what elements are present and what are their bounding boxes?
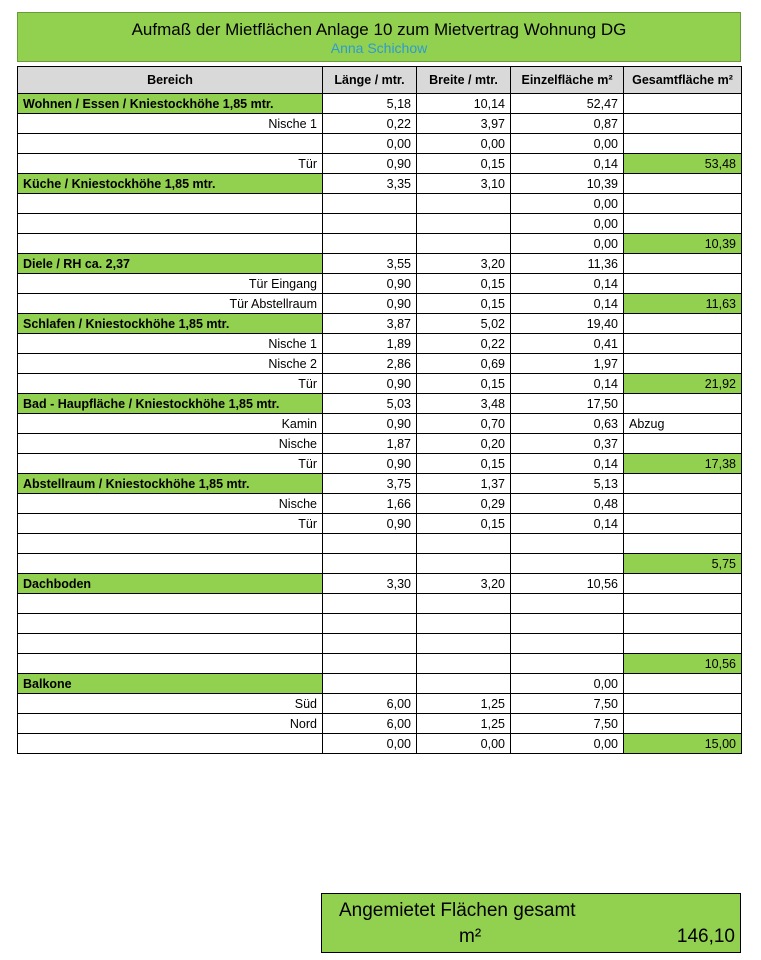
cell-laenge: 3,30 [323,574,417,594]
cell-einzelflaeche: 0,14 [511,274,624,294]
cell-breite: 0,29 [417,494,511,514]
table-row [18,294,742,314]
cell-bereich [18,634,323,654]
cell-breite: 3,20 [417,574,511,594]
cell-bereich: Nord [18,714,323,734]
table-row [18,134,742,154]
cell-einzelflaeche: 0,00 [511,214,624,234]
cell-laenge: 6,00 [323,694,417,714]
cell-laenge: 1,66 [323,494,417,514]
cell-laenge: 5,18 [323,94,417,114]
cell-laenge: 3,75 [323,474,417,494]
cell-bereich [18,594,323,614]
cell-breite: 0,15 [417,154,511,174]
table-body [18,94,742,754]
cell-gesamtflaeche [624,174,742,194]
table-row [18,554,742,574]
cell-einzelflaeche [511,554,624,574]
cell-gesamtflaeche [624,134,742,154]
cell-gesamtflaeche [624,494,742,514]
table-row [18,494,742,514]
cell-laenge: 1,87 [323,434,417,454]
cell-einzelflaeche: 11,36 [511,254,624,274]
total-summary-box [321,893,741,953]
cell-einzelflaeche [511,614,624,634]
cell-einzelflaeche: 0,37 [511,434,624,454]
cell-einzelflaeche: 0,14 [511,374,624,394]
cell-bereich: Balkone [18,674,323,694]
cell-gesamtflaeche: 11,63 [624,294,742,314]
cell-bereich [18,234,323,254]
cell-einzelflaeche: 17,50 [511,394,624,414]
cell-gesamtflaeche [624,394,742,414]
table-row [18,594,742,614]
column-header-laenge: Länge / mtr. [323,67,417,94]
cell-einzelflaeche: 5,13 [511,474,624,494]
cell-laenge [323,634,417,654]
total-unit: m² [459,926,482,947]
cell-einzelflaeche [511,634,624,654]
cell-einzelflaeche: 0,00 [511,234,624,254]
cell-gesamtflaeche [624,634,742,654]
table-row [18,454,742,474]
cell-gesamtflaeche: 53,48 [624,154,742,174]
cell-einzelflaeche: 10,39 [511,174,624,194]
cell-bereich: Nische 2 [18,354,323,374]
cell-bereich: Abstellraum / Kniestockhöhe 1,85 mtr. [18,474,323,494]
cell-gesamtflaeche [624,594,742,614]
cell-breite: 1,37 [417,474,511,494]
section-row [18,474,742,494]
cell-bereich: Diele / RH ca. 2,37 [18,254,323,274]
cell-gesamtflaeche [624,194,742,214]
cell-bereich: Nische 1 [18,114,323,134]
cell-bereich: Küche / Kniestockhöhe 1,85 mtr. [18,174,323,194]
table-row [18,514,742,534]
table-row [18,214,742,234]
cell-breite: 0,70 [417,414,511,434]
cell-einzelflaeche: 0,14 [511,514,624,534]
cell-bereich: Tür [18,454,323,474]
cell-gesamtflaeche: 21,92 [624,374,742,394]
cell-bereich: Kamin [18,414,323,434]
cell-einzelflaeche: 0,00 [511,194,624,214]
cell-gesamtflaeche [624,334,742,354]
cell-breite: 0,22 [417,334,511,354]
cell-gesamtflaeche [624,354,742,374]
table-row [18,354,742,374]
cell-gesamtflaeche [624,674,742,694]
cell-breite: 0,00 [417,734,511,754]
cell-bereich: Tür Abstellraum [18,294,323,314]
cell-breite [417,614,511,634]
cell-breite: 0,15 [417,274,511,294]
cell-bereich [18,214,323,234]
cell-bereich [18,554,323,574]
cell-bereich [18,654,323,674]
cell-laenge: 1,89 [323,334,417,354]
table-row [18,694,742,714]
cell-breite [417,194,511,214]
cell-gesamtflaeche: 10,39 [624,234,742,254]
cell-laenge: 0,90 [323,514,417,534]
cell-laenge: 0,00 [323,734,417,754]
cell-laenge: 2,86 [323,354,417,374]
total-label: Angemietet Flächen gesamt [339,900,576,921]
cell-breite: 0,15 [417,454,511,474]
table-row [18,614,742,634]
cell-laenge: 3,35 [323,174,417,194]
cell-laenge: 0,90 [323,274,417,294]
cell-einzelflaeche: 0,00 [511,674,624,694]
cell-einzelflaeche: 0,14 [511,454,624,474]
cell-breite: 3,20 [417,254,511,274]
section-row [18,174,742,194]
cell-laenge: 3,87 [323,314,417,334]
cell-bereich [18,134,323,154]
column-header-einzelflaeche: Einzelfläche m² [511,67,624,94]
cell-breite: 0,15 [417,514,511,534]
cell-einzelflaeche: 0,41 [511,334,624,354]
cell-einzelflaeche: 0,00 [511,734,624,754]
cell-breite: 1,25 [417,694,511,714]
cell-laenge [323,554,417,574]
cell-bereich: Nische [18,494,323,514]
table-row [18,374,742,394]
cell-bereich: Wohnen / Essen / Kniestockhöhe 1,85 mtr. [18,94,323,114]
cell-breite [417,634,511,654]
cell-bereich: Dachboden [18,574,323,594]
cell-bereich: Tür [18,374,323,394]
cell-gesamtflaeche [624,514,742,534]
table-row [18,274,742,294]
cell-breite: 5,02 [417,314,511,334]
cell-laenge: 6,00 [323,714,417,734]
cell-gesamtflaeche [624,114,742,134]
cell-laenge: 3,55 [323,254,417,274]
cell-breite [417,594,511,614]
cell-breite [417,234,511,254]
area-table [17,66,742,754]
cell-einzelflaeche [511,534,624,554]
cell-einzelflaeche: 7,50 [511,694,624,714]
cell-gesamtflaeche [624,694,742,714]
cell-breite [417,534,511,554]
cell-laenge: 0,90 [323,294,417,314]
table-row [18,534,742,554]
cell-laenge [323,614,417,634]
cell-breite: 0,69 [417,354,511,374]
cell-einzelflaeche: 1,97 [511,354,624,374]
cell-laenge [323,234,417,254]
cell-laenge: 0,90 [323,414,417,434]
section-row [18,674,742,694]
cell-laenge: 0,00 [323,134,417,154]
title-banner [17,12,741,62]
table-row [18,414,742,434]
cell-laenge [323,214,417,234]
cell-breite [417,554,511,574]
cell-einzelflaeche: 7,50 [511,714,624,734]
cell-breite: 3,10 [417,174,511,194]
cell-breite: 0,15 [417,294,511,314]
column-header-bereich: Bereich [18,67,323,94]
document-title: Aufmaß der Mietflächen Anlage 10 zum Mietvertrag Wohnung DG [131,20,627,39]
cell-einzelflaeche [511,654,624,674]
cell-bereich: Tür Eingang [18,274,323,294]
cell-gesamtflaeche [624,434,742,454]
column-header-breite: Breite / mtr. [417,67,511,94]
cell-bereich: Süd [18,694,323,714]
cell-bereich: Tür [18,154,323,174]
cell-laenge [323,194,417,214]
cell-bereich: Tür [18,514,323,534]
cell-einzelflaeche: 0,48 [511,494,624,514]
cell-laenge: 5,03 [323,394,417,414]
cell-bereich: Schlafen / Kniestockhöhe 1,85 mtr. [18,314,323,334]
cell-bereich: Nische 1 [18,334,323,354]
cell-gesamtflaeche [624,534,742,554]
cell-gesamtflaeche: 5,75 [624,554,742,574]
section-row [18,394,742,414]
section-row [18,254,742,274]
section-row [18,574,742,594]
cell-breite: 0,15 [417,374,511,394]
cell-gesamtflaeche: Abzug [624,414,742,434]
cell-einzelflaeche: 0,00 [511,134,624,154]
cell-breite: 0,00 [417,134,511,154]
cell-breite [417,214,511,234]
cell-laenge [323,534,417,554]
cell-laenge: 0,90 [323,454,417,474]
table-row [18,334,742,354]
cell-breite [417,674,511,694]
table-row [18,234,742,254]
table-row [18,114,742,134]
cell-einzelflaeche [511,594,624,614]
cell-laenge [323,594,417,614]
cell-laenge [323,674,417,694]
column-header-gesamtflaeche: Gesamtfläche m² [624,67,742,94]
cell-laenge [323,654,417,674]
table-row [18,714,742,734]
cell-bereich [18,614,323,634]
cell-einzelflaeche: 0,14 [511,294,624,314]
tenant-name: Anna Schichow [330,40,428,56]
cell-bereich [18,734,323,754]
cell-breite [417,654,511,674]
cell-einzelflaeche: 10,56 [511,574,624,594]
cell-einzelflaeche: 0,87 [511,114,624,134]
table-row [18,154,742,174]
cell-einzelflaeche: 52,47 [511,94,624,114]
cell-laenge: 0,22 [323,114,417,134]
cell-gesamtflaeche: 10,56 [624,654,742,674]
cell-gesamtflaeche: 17,38 [624,454,742,474]
cell-gesamtflaeche: 15,00 [624,734,742,754]
table-row [18,634,742,654]
cell-gesamtflaeche [624,274,742,294]
table-header-row [18,67,742,94]
cell-gesamtflaeche [624,474,742,494]
cell-bereich: Bad - Haupfläche / Kniestockhöhe 1,85 mtr. [18,394,323,414]
cell-gesamtflaeche [624,314,742,334]
cell-bereich [18,534,323,554]
cell-einzelflaeche: 0,63 [511,414,624,434]
cell-breite: 10,14 [417,94,511,114]
table-row [18,734,742,754]
cell-breite: 1,25 [417,714,511,734]
cell-laenge: 0,90 [323,154,417,174]
cell-einzelflaeche: 19,40 [511,314,624,334]
cell-laenge: 0,90 [323,374,417,394]
cell-breite: 3,97 [417,114,511,134]
cell-bereich [18,194,323,214]
cell-gesamtflaeche [624,714,742,734]
table-row [18,654,742,674]
cell-gesamtflaeche [624,214,742,234]
cell-gesamtflaeche [624,574,742,594]
cell-gesamtflaeche [624,94,742,114]
cell-gesamtflaeche [624,614,742,634]
cell-breite: 0,20 [417,434,511,454]
table-row [18,194,742,214]
table-row [18,434,742,454]
cell-bereich: Nische [18,434,323,454]
cell-gesamtflaeche [624,254,742,274]
total-value: 146,10 [676,926,735,947]
cell-einzelflaeche: 0,14 [511,154,624,174]
cell-breite: 3,48 [417,394,511,414]
section-row [18,94,742,114]
section-row [18,314,742,334]
